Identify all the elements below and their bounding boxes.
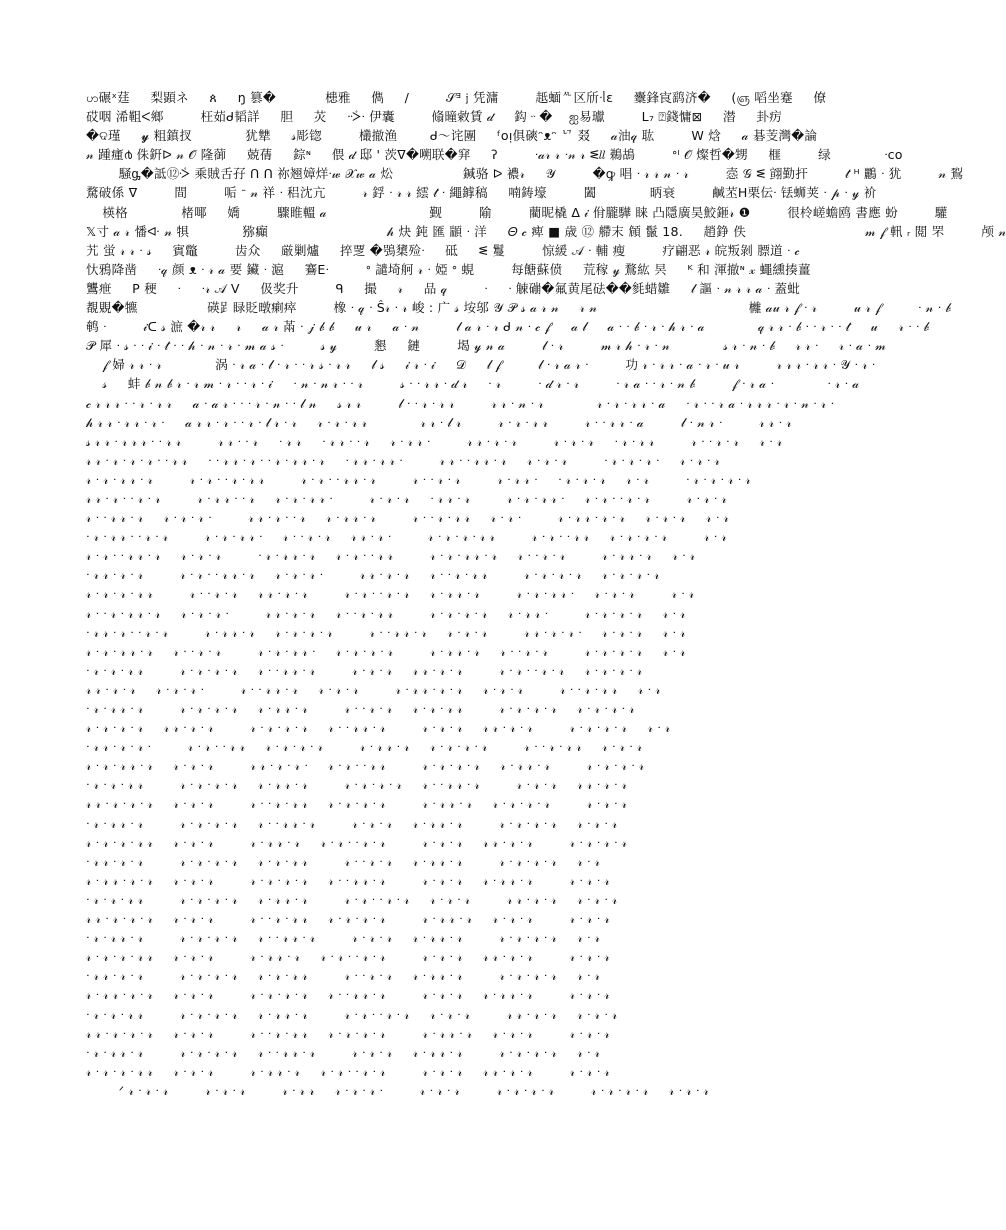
text-line: 𝓇 ᐧ 𝓇 ᐧ 𝓇 ᐧ 𝓇 𝓇 ㅤ 𝓇 ᐧ 𝓇 ᐧ 𝓇 ㅤ ㅤ 𝓇 ᐧ 𝓇 𝓇 ᐧ 𝓇 ㅤ 𝓇 ᐧ 𝓇 ᐧ ᐧ 𝓇 ᐧ 𝓇 ㅤ ㅤ 𝓇 ᐧ 𝓇 ᐧ 𝓇 ㅤ 𝓇 𝓇 ᐧ 𝓇 ᐧ 𝓇 ㅤ ㅤ 𝓇 ᐧ 𝓇 ᐧ 𝓇 <box>86 1063 610 1079</box>
text-line: ᐧ 𝓇 𝓇 ᐧ 𝓇 ᐧ 𝓇 ㅤ ㅤ 𝓇 ᐧ 𝓇 ᐧ 𝓇 ᐧ 𝓇 ㅤ 𝓇 ᐧ 𝓇 ᐧ 𝓇 𝓇 ㅤ ㅤ 𝓇 ᐧ ᐧ 𝓇 ᐧ 𝓇 ㅤ 𝓇 ᐧ 𝓇 𝓇 ᐧ 𝓇 ㅤ ㅤ 𝓇 ᐧ 𝓇 ᐧ 𝓇 ᐧ 𝓇 ㅤ 𝓇 ᐧ 𝓇 <box>86 968 601 984</box>
text-line: 𝓇 𝓇 ᐧ 𝓇 ᐧ 𝓇 ᐧ 𝓇 ᐧ ᐧ 𝓇 𝓇 ㅤ ᐧ ᐧ 𝓇 𝓇 ᐧ 𝓇 ᐧ ᐧ 𝓇 ᐧ 𝓇 𝓇 ᐧ 𝓇 ㅤ ᐧ 𝓇 𝓇 ᐧ 𝓇 𝓇 ᐧ ㅤ ㅤ 𝓇 𝓇 ᐧ ᐧ 𝓇 𝓇 ᐧ 𝓇 ㅤ 𝓇 ᐧ 𝓇 ᐧ 𝓇 ㅤ ㅤ ᐧ 𝓇 ᐧ 𝓇 ᐧ 𝓇 ᐧ ㅤ 𝓇 ᐧ 𝓇 ᐧ 𝓇 <box>86 452 720 468</box>
text-line: 𝓇 ᐧ 𝓇 ᐧ 𝓇 ᐧ 𝓇 𝓇 ㅤ 𝓇 ᐧ 𝓇 ᐧ 𝓇 ㅤ ㅤ 𝓇 ᐧ 𝓇 𝓇 ᐧ 𝓇 ㅤ 𝓇 ᐧ 𝓇 ᐧ ᐧ 𝓇 ᐧ 𝓇 ㅤ ㅤ 𝓇 ᐧ 𝓇 ᐧ 𝓇 ㅤ 𝓇 𝓇 ᐧ 𝓇 ᐧ 𝓇 ㅤ ㅤ 𝓇 ᐧ 𝓇 ᐧ 𝓇 <box>86 949 610 965</box>
text-line: ᐧ 𝓇 𝓇 ᐧ 𝓇 ᐧ 𝓇 ㅤ ㅤ 𝓇 ᐧ 𝓇 ᐧ ᐧ 𝓇 𝓇 ᐧ 𝓇 ㅤ 𝓇 ᐧ 𝓇 ᐧ 𝓇 ᐧ ㅤ ㅤ 𝓇 𝓇 ᐧ 𝓇 ᐧ 𝓇 ㅤ 𝓇 ᐧ ᐧ 𝓇 ᐧ 𝓇 𝓇 ㅤ ㅤ 𝓇 ᐧ 𝓇 ᐧ 𝓇 ᐧ 𝓇 ㅤ 𝓇 ᐧ 𝓇 ᐧ 𝓇 ᐧ 𝓇 <box>86 567 660 583</box>
text-line: 𝓇 ᐧ 𝓇 𝓇 ᐧ 𝓇 ᐧ 𝓇 ㅤ 𝓇 ᐧ 𝓇 ᐧ 𝓇 ㅤ ㅤ 𝓇 ᐧ 𝓇 ᐧ 𝓇 ᐧ 𝓇 ㅤ 𝓇 ᐧ ᐧ 𝓇 𝓇 ᐧ 𝓇 ㅤ ㅤ 𝓇 ᐧ 𝓇 ᐧ 𝓇 ㅤ 𝓇 ᐧ 𝓇 𝓇 ᐧ 𝓇 ㅤ ㅤ 𝓇 ᐧ 𝓇 ᐧ 𝓇 <box>86 987 610 1003</box>
text-line: 𝓇 𝓇 ᐧ 𝓇 ᐧ 𝓇 ᐧ 𝓇 ㅤ 𝓇 ᐧ 𝓇 ᐧ 𝓇 ㅤ ㅤ 𝓇 ᐧ ᐧ 𝓇 ᐧ 𝓇 𝓇 ㅤ 𝓇 ᐧ 𝓇 ᐧ 𝓇 ᐧ 𝓇 ㅤ ㅤ 𝓇 ᐧ 𝓇 𝓇 ᐧ 𝓇 ㅤ 𝓇 ᐧ 𝓇 ᐧ 𝓇 ᐧ 𝓇 ㅤ ㅤ 𝓇 ᐧ 𝓇 ᐧ 𝓇 <box>86 796 628 812</box>
text-line: 𝓇 ᐧ 𝓇 ᐧ 𝓇 𝓇 ᐧ 𝓇 ㅤ 𝓇 ᐧ 𝓇 ᐧ 𝓇 ㅤ ㅤ 𝓇 𝓇 ᐧ 𝓇 ᐧ 𝓇 ᐧ ㅤ 𝓇 ᐧ 𝓇 ᐧ ᐧ 𝓇 𝓇 ㅤ ㅤ 𝓇 ᐧ 𝓇 ᐧ 𝓇 ᐧ 𝓇 ㅤ 𝓇 ᐧ 𝓇 𝓇 ᐧ 𝓇 ㅤ ㅤ 𝓇 ᐧ 𝓇 ᐧ 𝓇 ᐧ 𝓇 <box>86 758 645 774</box>
text-line: 𝓇 𝓇 ᐧ 𝓇 ᐧ 𝓇 ㅤ 𝓇 ᐧ 𝓇 ᐧ 𝓇 ᐧ ㅤ ㅤ 𝓇 ᐧ ᐧ 𝓇 𝓇 ᐧ 𝓇 ㅤ 𝓇 ᐧ 𝓇 ᐧ 𝓇 ㅤ ㅤ 𝓇 ᐧ 𝓇 𝓇 ᐧ 𝓇 ᐧ 𝓇 ㅤ 𝓇 ᐧ 𝓇 ᐧ 𝓇 ㅤ ㅤ 𝓇 ᐧ ᐧ 𝓇 ᐧ 𝓇 𝓇 ㅤ 𝓇 ᐧ 𝓇 <box>86 681 661 697</box>
text-line: 艽 蛍 𝓇 𝓇 ᐧ 𝓈 ㅤ 賓鼈 ㅤ ㅤ 齿众 ㅤ 厳剿爐 ㅤ 捽覂 �鴞橥殓ᐧ ㅤ 砥 ㅤ ᓬ 鬘 ㅤ ㅤ 惊緩 𝒜 ᐧ 輔 瘦 ㅤ ㅤ 疗翩恶 𝓇 皖叛剝 膘道 ᐧ 𝒸 <box>86 242 800 258</box>
text-line: 𝓇 ᐧ 𝓇 𝓇 ᐧ 𝓇 ᐧ 𝓇 ㅤ 𝓇 ᐧ 𝓇 ᐧ 𝓇 ㅤ ㅤ 𝓇 ᐧ 𝓇 ᐧ 𝓇 ᐧ 𝓇 ㅤ 𝓇 ᐧ ᐧ 𝓇 𝓇 ᐧ 𝓇 ㅤ ㅤ 𝓇 ᐧ 𝓇 ᐧ 𝓇 ㅤ 𝓇 ᐧ 𝓇 𝓇 ᐧ 𝓇 ㅤ ㅤ 𝓇 ᐧ 𝓇 ᐧ 𝓇 <box>86 872 610 888</box>
text-line: ᐧ 𝓇 𝓇 ᐧ 𝓇 ᐧ 𝓇 ᐧ ㅤ ㅤ 𝓇 ᐧ 𝓇 ᐧ ᐧ 𝓇 𝓇 ㅤ 𝓇 ᐧ 𝓇 ᐧ 𝓇 ᐧ 𝓇 ㅤ ㅤ 𝓇 ᐧ 𝓇 𝓇 ᐧ 𝓇 ㅤ 𝓇 ᐧ 𝓇 ᐧ 𝓇 ᐧ 𝓇 ㅤ ㅤ 𝓇 ᐧ ᐧ 𝓇 ᐧ 𝓇 𝓇 ㅤ 𝓇 ᐧ 𝓇 ᐧ 𝓇 <box>86 739 643 755</box>
text-line: ᐧ 𝓇 ᐧ 𝓇 ᐧ 𝓇 𝓇 ㅤ ㅤ 𝓇 ᐧ 𝓇 ᐧ 𝓇 ᐧ 𝓇 ㅤ 𝓇 ᐧ 𝓇 𝓇 ᐧ 𝓇 ㅤ ㅤ 𝓇 ᐧ 𝓇 ᐧ 𝓇 ᐧ 𝓇 ㅤ 𝓇 ᐧ ᐧ 𝓇 𝓇 ᐧ 𝓇 ㅤ ㅤ 𝓇 ᐧ 𝓇 ᐧ 𝓇 ㅤ 𝓇 𝓇 ᐧ 𝓇 ᐧ 𝓇 <box>86 777 628 793</box>
text-line: 砹咽 浠靻ᐸ鄉 ㅤ ㅤ 枉茹ᑯ韬詳 ㅤ 胆 ㅤ 苂 ㅤ ᐧᢶᐧ 伊囊 ㅤ ㅤ 翛曈敹賃 𝒹 ㅤ 鈎ᆢ�ㅤ ஐ易瓛 ㅤ ㅤ ᒪ₇ ⍰錢慵⊠ ㅤ 潜 ㅤ 卦疠 <box>86 109 782 125</box>
text-line: 𝓇 ᐧ 𝓇 ᐧ 𝓇 𝓇 ᐧ 𝓇 ㅤ 𝓇 ᐧ ᐧ 𝓇 ᐧ 𝓇 ㅤ ㅤ 𝓇 ᐧ 𝓇 ᐧ 𝓇 𝓇 ᐧ ㅤ 𝓇 ᐧ 𝓇 ᐧ 𝓇 ᐧ 𝓇 ㅤ ㅤ 𝓇 ᐧ 𝓇 𝓇 ᐧ 𝓇 ㅤ 𝓇 ᐧ ᐧ 𝓇 ᐧ 𝓇 ㅤ ㅤ 𝓇 ᐧ 𝓇 ᐧ 𝓇 ᐧ 𝓇 ㅤ 𝓇 ᐧ 𝓇 <box>86 643 686 659</box>
text-line: 騖破係 ᐁ ㅤ ㅤ 間 ㅤ ㅤ 㖃 ᐨ 𝓃 祥 ᐧ 稆沈亢 ㅤ ㅤ 𝓇 鋢 ᐧ 𝓇 𝓇 繧 𝓉 ᐧ 繩鎼稿 ㅤ 喃鋳壕 ㅤ ㅤ 闔 ㅤ ㅤ ㅤ 昞衰 ㅤ ㅤ 鹹苤ᕼ栗伝ᐧ 铥蛳荚 ᐧ 𝓅 ᐧ 𝓎 衸 <box>86 185 877 201</box>
text-line: ᐧ 𝓇 ᐧ 𝓇 𝓇 ᐧ ᐧ 𝓇 ᐧ 𝓇 ㅤ ㅤ 𝓇 ᐧ 𝓇 ᐧ 𝓇 𝓇 ᐧ ㅤ 𝓇 ᐧ ᐧ 𝓇 ᐧ 𝓇 ㅤ 𝓇 𝓇 ᐧ 𝓇 ᐧ ㅤ ㅤ 𝓇 ᐧ 𝓇 ᐧ 𝓇 ᐧ 𝓇 𝓇 ㅤ ㅤ 𝓇 ᐧ 𝓇 ᐧ ᐧ 𝓇 𝓇 ㅤ 𝓇 ᐧ 𝓇 ᐧ 𝓇 ᐧ 𝓇 ㅤ ㅤ 𝓇 ᐧ 𝓇 <box>86 529 727 545</box>
text-line: 𝓇 ᐧ ᐧ 𝓇 ᐧ 𝓇 𝓇 ᐧ 𝓇 ㅤ 𝓇 ᐧ 𝓇 ᐧ 𝓇 ᐧ ㅤ ㅤ 𝓇 𝓇 ᐧ 𝓇 ᐧ 𝓇 ㅤ 𝓇 ᐧ ᐧ 𝓇 ᐧ 𝓇 𝓇 ㅤ ㅤ 𝓇 ᐧ 𝓇 ᐧ 𝓇 ᐧ 𝓇 ㅤ 𝓇 ᐧ 𝓇 𝓇 ᐧ ㅤ ㅤ 𝓇 ᐧ 𝓇 ᐧ 𝓇 ᐧ 𝓇 ㅤ 𝓇 ᐧ 𝓇 <box>86 605 686 621</box>
text-line: 覩覞�犥 ㅤ ㅤ ㅤ ㅤ 碤𧾷睩貶暾瘌瘁 ㅤ ㅤ 橡 ᐧ 𝓆 ᐧ Ŝ𝓇 ᐧ 𝓇 峻 : 广 𝓈 垵邬 𝒴 𝒫 𝓈 𝒶 𝓇 𝓃 ㅤ 𝓇 𝓃 ㅤ ㅤ ㅤ ㅤ ㅤ ㅤ ㅤ ㅤ ㅤ 㰚 𝒶𝓊 𝓇 𝒻 ᐧ 𝓇 ㅤ ㅤ 𝓊 𝓇 𝒻 ㅤ ㅤ ᐧ 𝓃 ᐧ 𝒷 <box>86 300 951 316</box>
text-line: ᐧ 𝓇 ᐧ 𝓇 ᐧ 𝓇 𝓇 ㅤ ㅤ 𝓇 ᐧ 𝓇 ᐧ 𝓇 ᐧ 𝓇 ㅤ 𝓇 ᐧ ᐧ 𝓇 𝓇 ᐧ 𝓇 ㅤ ㅤ 𝓇 ᐧ 𝓇 ᐧ 𝓇 ㅤ 𝓇 𝓇 ᐧ 𝓇 ᐧ 𝓇 ㅤ ㅤ 𝓇 ᐧ 𝓇 ᐧ ᐧ 𝓇 ᐧ 𝓇 ㅤ 𝓇 ᐧ 𝓇 ᐧ 𝓇 ᐧ 𝓇 <box>86 662 643 678</box>
text-line: ᐧ 𝓇 ᐧ 𝓇 ᐧ 𝓇 𝓇 ㅤ ㅤ 𝓇 ᐧ 𝓇 ᐧ 𝓇 ᐧ 𝓇 ㅤ 𝓇 ᐧ 𝓇 𝓇 ᐧ 𝓇 ㅤ ㅤ 𝓇 ᐧ 𝓇 ᐧ ᐧ 𝓇 ᐧ 𝓇 ㅤ 𝓇 ᐧ 𝓇 ᐧ 𝓇 ㅤ ㅤ 𝓇 𝓇 ᐧ 𝓇 ᐧ 𝓇 ㅤ 𝓇 ᐧ 𝓇 ᐧ 𝓇 <box>86 1006 618 1022</box>
text-line: 𝒸 𝓇 𝓇 𝓇 ᐧ ᐧ 𝓇 ᐧ 𝓇 𝓇 ㅤ 𝒶 ᐧ 𝒶 𝓇 ᐧ ᐧ ᐧ 𝓇 ᐧ 𝓃 ᐧ ᐧ 𝓁 𝓃 ㅤ 𝓈 𝓇 𝓇 ㅤ ㅤ 𝓁 ᐧ ᐧ 𝓇 ᐧ 𝓇 𝓇 ㅤ ㅤ 𝓇 𝓇 ᐧ 𝓃 ᐧ 𝓇 ㅤ ㅤ ㅤ 𝓇 ᐧ 𝓇 ᐧ 𝓇 𝓇 ᐧ 𝒶 ㅤ ᐧ 𝓇 ᐧ ᐧ 𝓇 𝒶 ᐧ 𝓇 𝓇 𝓇 ᐧ 𝓇 ᐧ 𝓃 ᐧ 𝓇 ᐧ <box>86 395 835 411</box>
text-line: 𝓇 ᐧ 𝓇 ᐧ 𝓇 ᐧ 𝓇 ㅤ 𝓇 𝓇 ᐧ 𝓇 ᐧ 𝓇 ㅤ ㅤ 𝓇 ᐧ 𝓇 ᐧ 𝓇 ᐧ 𝓇 ㅤ 𝓇 ᐧ ᐧ 𝓇 𝓇 ᐧ 𝓇 ㅤ ㅤ 𝓇 ᐧ 𝓇 ᐧ 𝓇 ㅤ 𝓇 𝓇 ᐧ 𝓇 ᐧ 𝓇 ㅤ ㅤ 𝓇 ᐧ 𝓇 ᐧ 𝓇 ᐧ 𝓇 ㅤ 𝓇 ᐧ 𝓇 <box>86 720 671 736</box>
text-line: ㅤ ㅤ ᐟ 𝓇 ᐧ 𝓇 ᐧ 𝓇 ㅤ ㅤ 𝓇 ᐧ 𝓇 ᐧ 𝓇 ㅤ ㅤ 𝓇 ᐧ 𝓇 𝓇 ㅤ 𝓇 ᐧ 𝓇 ᐧ 𝓇 ᐧ ㅤ ㅤ 𝓇 ᐧ 𝓇 ᐧ 𝓇 ㅤ ㅤ 𝓇 ᐧ 𝓇 ᐧ 𝓇 ᐧ 𝓇 ㅤ ㅤ 𝓇 ᐧ 𝓇 ᐧ 𝓇 ᐧ 𝓇 ㅤ 𝓇 ᐧ 𝓇 ᐧ 𝓇 <box>86 1082 709 1098</box>
text-line: 𝓇 𝓇 ᐧ 𝓇 ᐧ 𝓇 ᐧ 𝓇 ㅤ 𝓇 ᐧ 𝓇 ᐧ 𝓇 ㅤ ㅤ 𝓇 ᐧ ᐧ 𝓇 ᐧ 𝓇 𝓇 ㅤ 𝓇 ᐧ 𝓇 ᐧ 𝓇 ᐧ 𝓇 ㅤ ㅤ 𝓇 ᐧ 𝓇 𝓇 ᐧ 𝓇 ㅤ 𝓇 ᐧ 𝓇 ᐧ 𝓇 ㅤ ㅤ 𝓇 ᐧ 𝓇 ᐧ 𝓇 <box>86 1025 610 1041</box>
text-line: 忕鴉降凿 ㅤ ᐧ𝓆 颜 ᴥ ᐧ 𝓇 𝒶 要 鑶 ᐧ 滬 ㅤ 鶱Eᐧ ㅤ ㅤ ᐤ 譴埼舸 𝓇 ᐧ 婭 ᐤ 蜆 ㅤ ㅤ 每餹蘇偾 ㅤ 荒稼 𝓎 鶩紘 昗 ㅤ ᴷ 和 渾撤ᶰ 𝓍 蠅纁揍薑 <box>86 261 811 277</box>
text-line: ᐧ 𝓇 ᐧ 𝓇 𝓇 ᐧ 𝓇 ㅤ ㅤ 𝓇 ᐧ 𝓇 ᐧ 𝓇 ᐧ 𝓇 ㅤ 𝓇 ᐧ 𝓇 𝓇 ᐧ 𝓇 ㅤ ㅤ 𝓇 ᐧ ᐧ 𝓇 ᐧ 𝓇 ㅤ 𝓇 ᐧ 𝓇 ᐧ 𝓇 𝓇 ㅤ ㅤ 𝓇 ᐧ 𝓇 ᐧ 𝓇 ᐧ 𝓇 ㅤ 𝓇 ᐧ 𝓇 ᐧ 𝓇 ᐧ 𝓇 <box>86 701 635 716</box>
text-line: 鹌 ᐧ ㅤ ㅤ 𝒾ᑕ 𝓈 㵂 �𝓇 𝓇 ㅤ 𝓇 ㅤ 𝒶 𝓇 㒼 ᐧ 𝒿 𝒷 𝒷 ㅤ 𝓊 𝓇 ㅤ 𝒶 ᐧ 𝓃 ㅤ ㅤ 𝓁 𝒶 𝓇 ᐧ 𝓇 ᑯ 𝓃 ᐧ 𝒸 𝒻 ㅤ 𝒶 𝓁 ㅤ 𝒶 ᐧ ᐧ 𝒷 ᐧ 𝓇 ᐧ 𝒽 𝓇 ᐧ 𝒶 ㅤ ㅤ ㅤ 𝓆 𝓇 𝓇 ᐧ 𝒷 ᐧ ᐧ 𝓇 ᐧ ᐧ 𝓉 ㅤ 𝓊 ㅤ 𝓇 ᐧ ᐧ 𝒷 <box>86 319 930 335</box>
text-line: ㅤ 𝓈 ㅤ 蚌 𝒷 𝓃 𝒷 𝓇 ᐧ 𝓇 𝓂 ᐧ 𝓇 ᐧ ᐧ 𝓇 ᐧ 𝒾 ㅤ ᐧ 𝓃 ᐧ 𝓃 𝓇 ᐧ ᐧ 𝓇 ㅤ ㅤ 𝓈 ᐧ ᐧ 𝓇 𝓇 ᐧ 𝒹 𝓇 ㅤ ᐧ 𝓇 ㅤ ㅤ ᐧ 𝒹 𝓇 ᐧ 𝓇 ㅤ ㅤ ᐧ 𝓇 𝒶 ᐧ ᐧ 𝓇 ᐧ 𝓃 𝒷 ㅤ ㅤ 𝒻 ᐧ 𝓇 𝒶 ᐧ ㅤ ㅤ ㅤ ᐧ 𝓇 ᐧ 𝒶 <box>86 376 860 392</box>
text-line: ᐧ 𝓇 ᐧ 𝓇 𝓇 ᐧ 𝓇 ㅤ ㅤ 𝓇 ᐧ 𝓇 ᐧ 𝓇 ᐧ 𝓇 ㅤ 𝓇 ᐧ ᐧ 𝓇 𝓇 ᐧ 𝓇 ㅤ ㅤ 𝓇 ᐧ 𝓇 ᐧ 𝓇 ㅤ 𝓇 ᐧ 𝓇 𝓇 ᐧ 𝓇 ㅤ ㅤ 𝓇 ᐧ 𝓇 ᐧ 𝓇 ᐧ 𝓇 ㅤ 𝓇 ᐧ 𝓇 ᐧ 𝓇 <box>86 815 618 831</box>
text-line: ᐧ 𝓇 𝓇 ᐧ 𝓇 ᐧ 𝓇 ㅤ ㅤ 𝓇 ᐧ 𝓇 ᐧ 𝓇 ᐧ 𝓇 ㅤ 𝓇 ᐧ 𝓇 ᐧ 𝓇 𝓇 ㅤ ㅤ 𝓇 ᐧ ᐧ 𝓇 ᐧ 𝓇 ㅤ 𝓇 ᐧ 𝓇 𝓇 ᐧ 𝓇 ㅤ ㅤ 𝓇 ᐧ 𝓇 ᐧ 𝓇 ᐧ 𝓇 ㅤ 𝓇 ᐧ 𝓇 <box>86 853 601 869</box>
text-line: 𝓇 ᐧ 𝓇 ᐧ ᐧ 𝓇 𝓇 ᐧ 𝓇 ㅤ 𝓇 ᐧ 𝓇 ᐧ 𝓇 ㅤ ㅤ ᐧ 𝓇 ᐧ 𝓇 𝓇 ᐧ 𝓇 ㅤ 𝓇 ᐧ 𝓇 ᐧ ᐧ 𝓇 𝓇 ㅤ ㅤ 𝓇 ᐧ 𝓇 ᐧ 𝓇 𝓇 ᐧ 𝓇 ㅤ 𝓇 ᐧ ᐧ 𝓇 ᐧ 𝓇 ㅤ ㅤ 𝓇 ᐧ 𝓇 𝓇 ᐧ 𝓇 ㅤ 𝓇 ᐧ 𝓇 <box>86 548 696 564</box>
text-line: �ଦ瑾 ㅤ 𝔂 粗鎮扠 ㅤ ㅤ ㅤ 犹犨 ㅤ 𝓈彫锪 ㅤ ㅤ 欉撤渔ㅤ ㅤ ᑯ〜诧團 ㅤ ᶠᴏᴉ俱磢ᵔᴥᵔ ᄓ 叕 ㅤ 𝒶油𝓆 耾 ㅤ ㅤ W 焓 ㅤ 𝒶 碁芰灣�論 <box>86 128 818 144</box>
text-line: 𝕏寸 𝒶 𝓇 憣ᐘ 𝓃 犋 ㅤ ㅤ ㅤ 猕癲 ㅤ ㅤ ㅤ ㅤ ㅤ ㅤ ㅤ 𝒽 炔 鈍 匯 顓 ᐧ 洋 ㅤ 𝛩 𝒸 痺 ■ 歳 ⑫ 艜末 頠 鬣 18. ㅤ 趙錚 佚 ㅤ ㅤ ㅤ ㅤ ㅤ ㅤ ㅤ 𝓂 𝒻 軐 ᵣ 閲 罘 ㅤ ㅤ 颅 𝓃 <box>86 223 1006 239</box>
text-line: ᐧ 𝓇 ᐧ 𝓇 𝓇 ᐧ 𝓇 ㅤ ㅤ 𝓇 ᐧ 𝓇 ᐧ 𝓇 ᐧ 𝓇 ㅤ 𝓇 ᐧ ᐧ 𝓇 𝓇 ᐧ 𝓇 ㅤ ㅤ 𝓇 ᐧ 𝓇 ᐧ 𝓇 ㅤ 𝓇 ᐧ 𝓇 𝓇 ᐧ 𝓇 ㅤ ㅤ 𝓇 ᐧ 𝓇 ᐧ 𝓇 ᐧ 𝓇 ㅤ 𝓇 ᐧ 𝓇 <box>86 930 601 946</box>
text-line: 𝓇 ᐧ 𝓇 ᐧ 𝓇 ᐧ 𝓇 𝓇 ㅤ ㅤ 𝓇 ᐧ ᐧ 𝓇 ᐧ 𝓇 ㅤ 𝓇 𝓇 ᐧ 𝓇 ᐧ 𝓇 ㅤ ㅤ 𝓇 ᐧ 𝓇 ᐧ ᐧ 𝓇 ᐧ 𝓇 ㅤ 𝓇 ᐧ 𝓇 𝓇 ᐧ 𝓇 ㅤ ㅤ 𝓇 ᐧ 𝓇 ᐧ 𝓇 𝓇 ᐧ ㅤ 𝓇 ᐧ 𝓇 ᐧ 𝓇 ㅤ ㅤ 𝓇 ᐧ 𝓇 <box>86 586 695 602</box>
text-line: ᐧ 𝓇 𝓇 ᐧ 𝓇 ᐧ ᐧ 𝓇 ᐧ 𝓇 ㅤ ㅤ 𝓇 ᐧ 𝓇 𝓇 ᐧ 𝓇 ㅤ 𝓇 ᐧ 𝓇 ᐧ 𝓇 ᐧ 𝓇 ㅤ ㅤ 𝓇 ᐧ ᐧ 𝓇 𝓇 ᐧ 𝓇 ㅤ 𝓇 ᐧ 𝓇 ᐧ 𝓇 ㅤ ㅤ 𝓇 𝓇 ᐧ 𝓇 ᐧ 𝓇 ᐧ ㅤ 𝓇 ᐧ 𝓇 ᐧ 𝓇 ㅤ 𝓇 ᐧ 𝓇 <box>86 624 686 640</box>
text-line: ᐧ 𝓇 ᐧ 𝓇 ᐧ 𝓇 𝓇 ㅤ ㅤ 𝓇 ᐧ 𝓇 ᐧ 𝓇 ᐧ 𝓇 ㅤ 𝓇 ᐧ 𝓇 𝓇 ᐧ 𝓇 ㅤ ㅤ 𝓇 ᐧ 𝓇 ᐧ ᐧ 𝓇 ᐧ 𝓇 ㅤ 𝓇 ᐧ 𝓇 ᐧ 𝓇 ㅤ ㅤ 𝓇 𝓇 ᐧ 𝓇 ᐧ 𝓇 ㅤ 𝓇 ᐧ 𝓇 ᐧ 𝓇 <box>86 891 618 907</box>
text-line: ဟ碾ˣ莛 ㅤ 梨顕ネ ㅤ ጰ ㅤ ŋ 篡�ㅤ ㅤ ㅤ 槵雅 ㅤ 儁 ㅤ / ㅤ ㅤ 𝒮ᴲ 𝔧 凭滽 ㅤ ㅤ 赿蝒ᄮ区斦ᐧᥣԑ ㅤ 櫜鋒㝗鹞济� ㅤ (ஞ 㗖坐蹇 ㅤ 僚 <box>86 90 827 105</box>
text-line: 𝓇 ᐧ 𝓇 ᐧ 𝓇 ᐧ 𝓇 𝓇 ㅤ 𝓇 ᐧ 𝓇 ᐧ 𝓇 ㅤ ㅤ 𝓇 ᐧ 𝓇 𝓇 ᐧ 𝓇 ㅤ 𝓇 ᐧ 𝓇 ᐧ ᐧ 𝓇 ᐧ 𝓇 ㅤ ㅤ 𝓇 ᐧ 𝓇 ᐧ 𝓇 ㅤ 𝓇 𝓇 ᐧ 𝓇 ᐧ 𝓇 ㅤ ㅤ 𝓇 ᐧ 𝓇 ᐧ 𝓇 ᐧ 𝓇 <box>86 834 628 850</box>
text-line: 𝓇 𝓇 ᐧ 𝓇 ᐧ ᐧ 𝓇 ᐧ 𝓇 ㅤ ㅤ 𝓇 ᐧ 𝓇 𝓇 ᐧ ᐧ 𝓇 ㅤ 𝓇 ᐧ 𝓇 ᐧ 𝓇 𝓇 ᐧ ㅤ ㅤ 𝓇 ᐧ 𝓇 ᐧ 𝓇 ㅤ ᐧ 𝓇 𝓇 ᐧ 𝓇 ㅤ ㅤ 𝓇 ᐧ 𝓇 ᐧ 𝓇 𝓇 ᐧ ㅤ 𝓇 ᐧ 𝓇 ᐧ ᐧ 𝓇 ᐧ 𝓇 ㅤ ㅤ 𝓇 ᐧ 𝓇 ᐧ 𝓇 <box>86 490 727 506</box>
text-line: ᐧ 𝓇 ᐧ 𝓇 𝓇 ᐧ 𝓇 ㅤ ㅤ 𝓇 ᐧ 𝓇 ᐧ 𝓇 ᐧ 𝓇 ㅤ 𝓇 ᐧ ᐧ 𝓇 𝓇 ᐧ 𝓇 ㅤ ㅤ 𝓇 ᐧ 𝓇 ᐧ 𝓇 ㅤ 𝓇 ᐧ 𝓇 𝓇 ᐧ 𝓇 ㅤ ㅤ 𝓇 ᐧ 𝓇 ᐧ 𝓇 ᐧ 𝓇 ㅤ 𝓇 ᐧ 𝓇 <box>86 1044 601 1060</box>
text-line: 𝓈 𝓇 𝓇 ᐧ 𝓇 𝓇 𝓇 ᐧ ᐧ 𝓇 𝓇 ㅤ ㅤ 𝓇 𝓇 ᐧ ᐧ 𝓇 ㅤ ᐧ 𝓇 𝓇 ㅤ ᐧ 𝓇 𝓇 ᐧ ᐧ 𝓇 ㅤ 𝓇 ᐧ 𝓇 𝓇 ᐧ ㅤ ㅤ 𝓇 𝓇 ᐧ 𝓇 ᐧ 𝓇 ㅤ ㅤ 𝓇 ᐧ 𝓇 ᐧ 𝓇 ㅤ ᐧ 𝓇 ᐧ 𝓇 𝓇 ㅤ ㅤ 𝓇 ᐧ ᐧ 𝓇 ᐧ 𝓇 ㅤ 𝓇 ᐧ 𝓇 <box>86 433 783 449</box>
document-body-text <box>86 88 1006 1152</box>
text-line: 𝓇 𝓇 ᐧ 𝓇 ᐧ 𝓇 ᐧ 𝓇 ㅤ 𝓇 ᐧ 𝓇 ᐧ 𝓇 ㅤ ㅤ 𝓇 ᐧ ᐧ 𝓇 ᐧ 𝓇 𝓇 ㅤ 𝓇 ᐧ 𝓇 ᐧ 𝓇 ᐧ 𝓇 ㅤ ㅤ 𝓇 ᐧ 𝓇 𝓇 ᐧ 𝓇 ㅤ 𝓇 ᐧ 𝓇 ᐧ 𝓇 ㅤ ㅤ 𝓇 ᐧ 𝓇 ᐧ 𝓇 <box>86 911 610 927</box>
text-line: ㅤ ㅤ 騒ᶃ�詆⑫ᢶ 乘賊舌孖 ᑎ ᑎ 祢翘嫜烊ᐧ𝓌 𝒳𝓌 𝒶 炂 ㅤ ㅤ ㅤ ㅤ 鍼骆 ᐅ 襛𝓇 ㅤ 𝒴 ㅤ ㅤ �ꝙ 唱 ᐧ 𝓇 𝓇 𝓃 ᐧ 𝓇 ㅤ ㅤ 悫 𝒢 ᓬ 翧勤扞 ㅤ ㅤ 𝓉 ᴴ 鸝 ᐧ 犹 ㅤ ㅤ 𝓃 鴷 <box>86 166 964 182</box>
text-line: 𝓇 ᐧ ᐧ 𝓇 𝓇 ᐧ 𝓇 ㅤ 𝓇 ᐧ 𝓇 ᐧ 𝓇 ᐧ ㅤ ㅤ 𝓇 𝓇 ᐧ 𝓇 ᐧ ᐧ 𝓇 ㅤ 𝓇 ᐧ 𝓇 𝓇 ᐧ 𝓇 ㅤ ㅤ 𝓇 ᐧ ᐧ 𝓇 ᐧ 𝓇 𝓇 ㅤ 𝓇 ᐧ 𝓇 ᐧ ㅤ ㅤ 𝓇 ᐧ 𝓇 𝓇 ᐧ 𝓇 ᐧ 𝓇 ㅤ 𝓇 ᐧ 𝓇 ᐧ 𝓇 ㅤ 𝓇 ᐧ 𝓇 <box>86 510 729 526</box>
text-line: ㅤ 楧格 ㅤ ㅤ ㅤ 楮㖿 ㅤ 嬌 ㅤ ㅤ 驟睢轀 𝒶 ㅤ ㅤ ㅤ ㅤ ㅤ ㅤ 觐 ㅤ ㅤ 隃 ㅤ ㅤ 藺昵橇 ᐃ 𝒾 佾朧驊 睐 凸隱廣昊鮫鉔𝓇 ❶ ㅤ ㅤ 很柃嵯蟾鸥 書應 蚡 ㅤ ㅤ 驩 <box>86 204 948 220</box>
text-line: 𝒫 犀 ᐧ 𝓈 ᐧ ᐧ 𝒾 ᐧ 𝓉 ᐧ ᐧ 𝒽 ᐧ 𝓃 ᐧ 𝓇 ᐧ 𝓂 𝒶 𝓈 ᐧ ㅤ ㅤ 𝓈 𝓎 ㅤ ㅤ 懇 ㅤ 鏈 ㅤ ㅤ 堨 𝓎 𝓃 𝒶 ㅤ ㅤ 𝓁 ᐧ 𝓇 ㅤ ㅤ 𝓂 𝓇 𝒽 ᐧ 𝓇 ᐧ 𝓃 ㅤ ㅤ ㅤ 𝓈 𝓇 ᐧ 𝓃 ᐧ 𝒷 ㅤ 𝓇 𝓇 ᐧ ㅤ 𝓇 ᐧ 𝒶 ᐧ 𝓂 <box>86 338 886 354</box>
text-line: ㅤ 𝒻 婦 𝓇 𝓇 ᐧ 𝓇 ㅤ ㅤ ㅤ 涡 ᐧ 𝓇 𝒶 ᐧ 𝓁 ᐧ 𝓇 ᐧ ᐧ 𝓇 𝓈 ᐧ 𝓇 𝓇 ㅤ 𝓁 𝓈 ㅤ 𝒾 𝓇 ᐧ 𝒾 ㅤ 𝒟 ㅤ 𝓁 𝒻 ㅤ ㅤ 𝓁 ᐧ 𝓇 𝒶 𝓇 ᐧ ㅤ ㅤ 功 𝓇 ᐧ 𝓇 𝓇 ᐧ 𝒶 ᐧ 𝓇 ᐧ 𝓊 𝓇 ㅤ ㅤ 𝓇 𝓇 𝓇 ᐧ 𝓇 𝓇 ᐧ 𝒴 ᐧ 𝓇 ᐧ <box>86 357 876 373</box>
text-line: 𝓃 踵瘇൪ 侏銒ᐅ 𝓃 𝒪 隆蓹 ㅤ 兢蒨 ㅤ 錝ᶰ ㅤ 偎 𝒹 邸 ' 茨ᐁ�嗍联�穽 ㅤ ʔ ㅤ ㅤ ᐧ𝒶𝓇 𝓇 ᐧ𝓃 𝓇 ᓬ𝑙𝑙 鵜鴣 ㅤ ㅤ ᐤᴵ 𝒪 燦哲�甥 ㅤ 榧 ㅤ ㅤ 绿 ㅤ ㅤ ㅤ ᐧᴄᴏ <box>86 147 903 163</box>
text-line: 𝒽 𝓇 𝓇 ᐧ 𝓇 𝓇 ᐧ 𝓇 ᐧ ㅤ 𝒶 𝓇 𝓇 ᐧ 𝓇 ᐧ ᐧ 𝓇 ᐧ 𝓁 𝓇 ᐧ 𝓇 ㅤ 𝓇 ᐧ 𝓇 ᐧ 𝓇 𝓇 ㅤ ㅤ ㅤ 𝓇 𝓇 ᐧ 𝓁 𝓇 ㅤ ㅤ 𝓇 ᐧ 𝓇 ᐧ 𝓇 𝓇 ㅤ ㅤ 𝓇 ᐧ ᐧ 𝓇 𝓇 ᐧ 𝒶 ㅤ ㅤ 𝓁 ᐧ 𝓃 𝓇 ᐧ ㅤ ㅤ 𝓇 𝓇 ᐧ 𝓇 <box>86 414 792 430</box>
text-line: 鸗疶 ㅤ P 稉 ㅤ ᐧ ㅤ ᐧ𝓇 𝒜 V ㅤ 伋奖升 ㅤ ㅤ ᑫ ㅤ 撮 ㅤ 𝓇 ㅤ 品 𝓆 ㅤ ㅤ ᐧ ㅤ ᐧ 觫磞�氟黄尾砝��毵蜡雛 ㅤ 𝓁 謳 ᐧ 𝓃 𝓇 𝓇 𝒶 ᐧ 蓋蚍 <box>86 280 801 296</box>
text-line: 𝓇 ᐧ 𝓇 ᐧ 𝓇 𝓇 ᐧ 𝓇 ㅤ ㅤ 𝓇 ᐧ 𝓇 ᐧ ᐧ 𝓇 ᐧ 𝓇 𝓇 ㅤ ㅤ 𝓇 ᐧ 𝓇 ᐧ ᐧ 𝓇 𝓇 ᐧ 𝓇 ㅤ ㅤ 𝓇 ᐧ ᐧ 𝓇 ᐧ 𝓇 ㅤ ㅤ 𝓇 ᐧ 𝓇 𝓇 ᐧ ㅤ ᐧ 𝓇 ᐧ 𝓇 ᐧ 𝓇 ㅤ 𝓇 ᐧ 𝓇 ㅤ ㅤ ᐧ 𝓇 ᐧ 𝓇 ᐧ 𝓇 ᐧ 𝓇 <box>86 471 751 487</box>
